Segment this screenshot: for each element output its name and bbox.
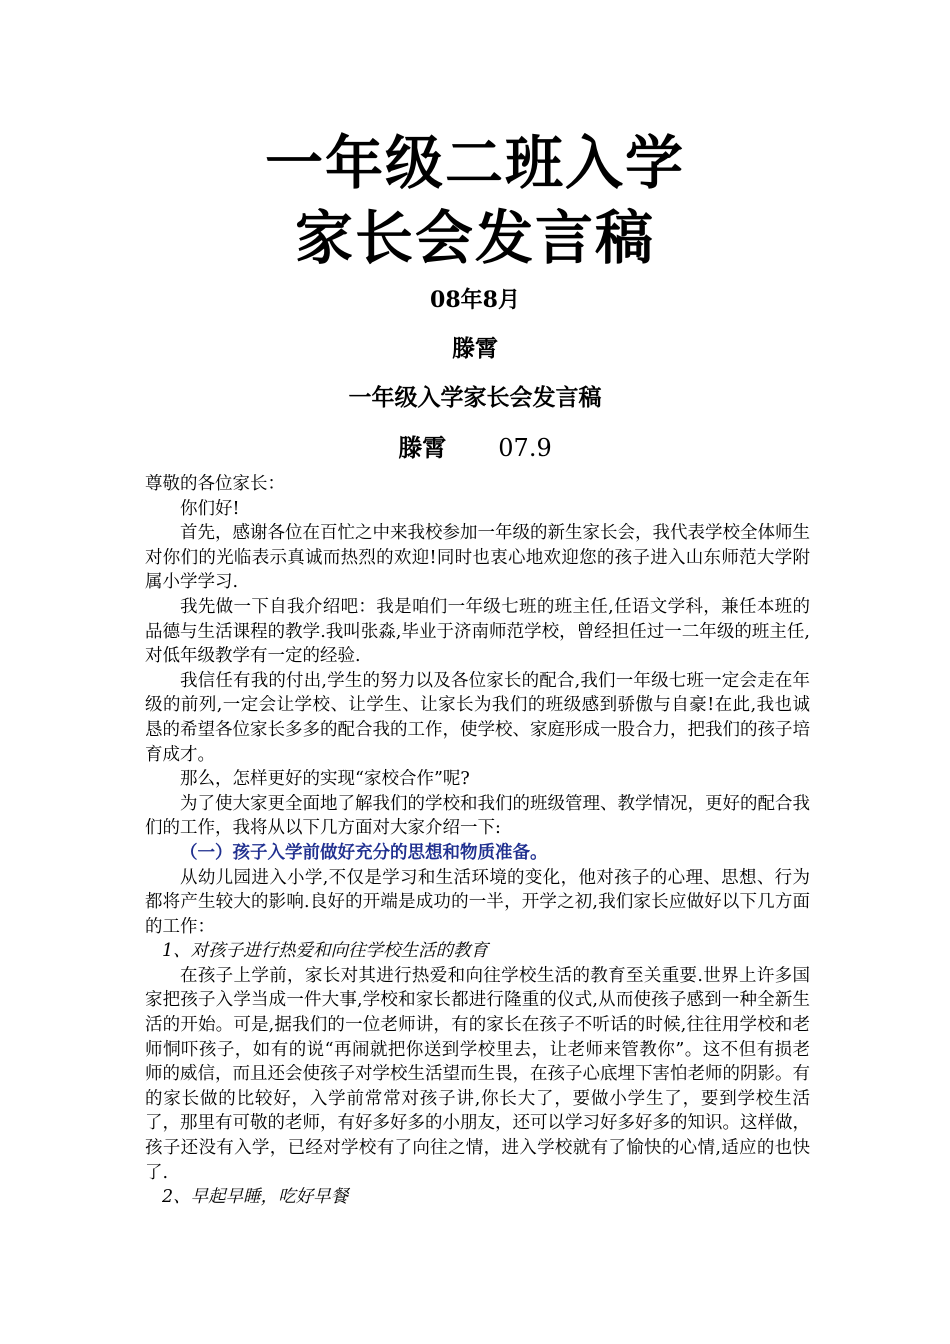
document-title-line-2: 家长会发言稿: [294, 204, 655, 272]
document-date: 08年8月: [430, 287, 520, 313]
list-item-heading: 1、对孩子进行热爱和向往学校生活的教育: [162, 941, 489, 962]
paragraph: 为了使大家更全面地了解我们的学校和我们的班级管理、教学情况，更好的配合我们的工作，我将从以下几方面对大家介绍一下:: [145, 793, 810, 839]
paragraph: 我信任有我的付出,学生的努力以及各位家长的配合,我们一年级七班一定会走在年级的前列,一定会让学校、让学生、让家长为我们的班级感到骄傲与自豪!在此,我也诚恳的希望各位家长多多的配合我的工作，使学校、家庭形成一股合力，把我们的孩子培育成才。: [145, 670, 810, 765]
section-heading: （一）孩子入学前做好充分的思想和物质准备。: [180, 842, 548, 863]
list-item-heading: 2、早起早睡，吃好早餐: [162, 1187, 349, 1208]
paragraph: 那么，怎样更好的实现“家校合作”呢?: [180, 769, 470, 790]
paragraph: 在孩子上学前，家长对其进行热爱和向往学校生活的教育至关重要.世界上许多国家把孩子入学当成一件大事,学校和家长都进行隆重的仪式,从而使孩子感到一种全新生活的开始。可是,据我们的一位老师讲，有的家长在孩子不听话的时候,往往用学校和老师恫吓孩子，如有的说“再闹就把你送到学校里去，让老师来管教你”。这不但有损老师的威信，而且还会使孩子对学校生活望而生畏，在孩子心底埋下害怕老师的阴影。有的家长做的比较好，入学前常常对孩子讲,你长大了，要做小学生了，要到学校生活了，那里有可敬的老师，有好多好多的小朋友，还可以学习好多好多的知识。这样做，孩子还没有入学，已经对学校有了向往之情，进入学校就有了愉快的心情,适应的也快了.: [145, 965, 810, 1183]
document-author: 滕霄: [452, 335, 498, 362]
document-body: [145, 472, 810, 1210]
document-title-line-1: 一年级二班入学: [264, 129, 685, 197]
paragraph: 我先做一下自我介绍吧：我是咱们一年级七班的班主任,任语文学科，兼任本班的品德与生活课程的教学.我叫张淼,毕业于济南师范学校，曾经担任过一二年级的班主任,对低年级教学有一定的经验.: [145, 596, 810, 667]
paragraph: 首先，感谢各位在百忙之中来我校参加一年级的新生家长会，我代表学校全体师生对你们的光临表示真诚而热烈的欢迎!同时也衷心地欢迎您的孩子进入山东师范大学附属小学学习.: [145, 523, 810, 593]
paragraph: 从幼儿园进入小学,不仅是学习和生活环境的变化，他对孩子的心理、思想、行为都将产生较大的影响.良好的开端是成功的一半，开学之初,我们家长应做好以下几方面的工作：: [145, 867, 810, 937]
author-date-line: [0, 432, 950, 464]
greeting: 你们好!: [180, 498, 240, 519]
author-name: 滕霄: [398, 433, 447, 462]
document-subtitle: 一年级入学家长会发言稿: [348, 384, 602, 411]
salutation: 尊敬的各位家长：: [145, 474, 285, 494]
author-line-date: 07.9: [498, 434, 552, 462]
